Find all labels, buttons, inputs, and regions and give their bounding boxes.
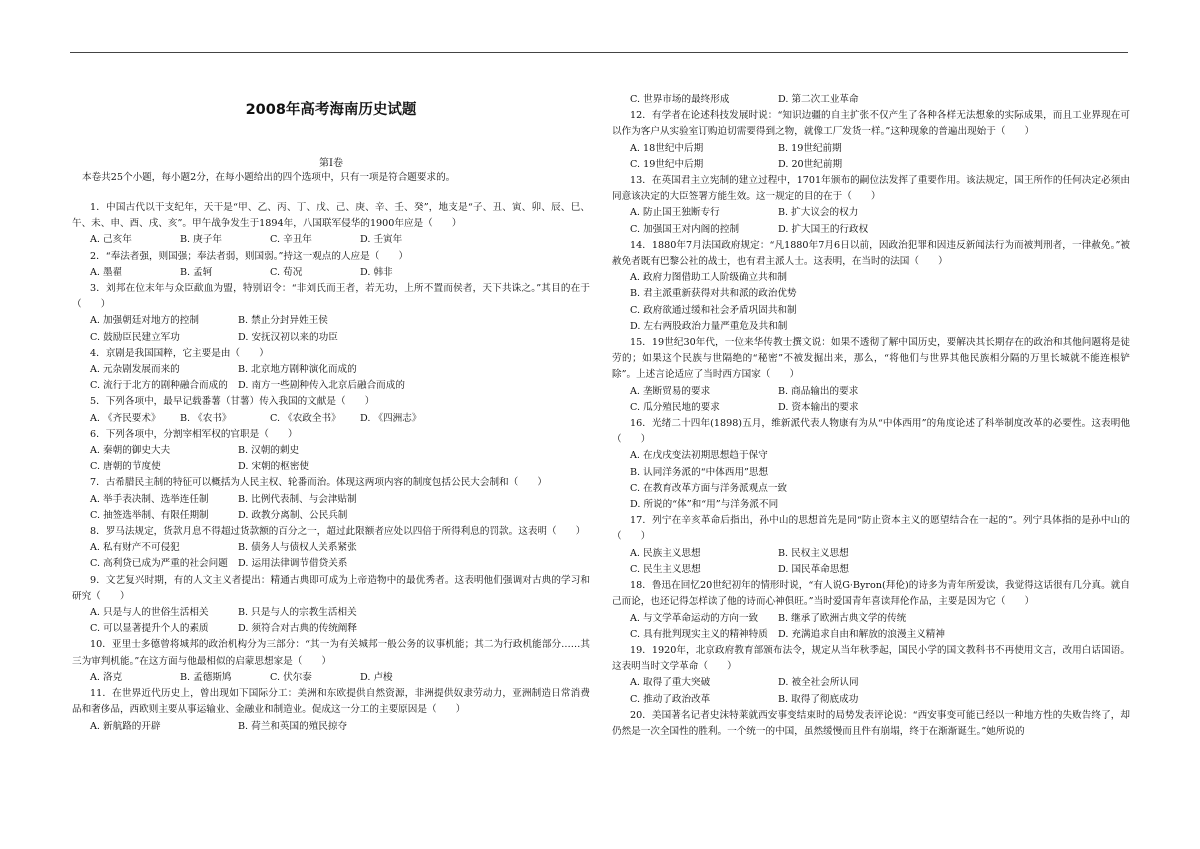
- option: C. 加强国王对内阁的控制: [630, 223, 740, 235]
- option: C. 《农政全书》: [270, 412, 341, 424]
- option-line: [612, 92, 1130, 108]
- option: B. 北京地方剧种演化而成的: [238, 364, 357, 376]
- option: D. 卢梭: [360, 671, 393, 683]
- option: A. 私有财产不可侵犯: [90, 542, 180, 554]
- left-column: [72, 200, 590, 735]
- question: [72, 524, 590, 573]
- option-line: [612, 465, 1130, 481]
- option: D. 20世纪前期: [778, 158, 843, 170]
- question-stem: 19．1920年，北京政府教育部颁布法令，规定从当年秋季起，国民小学的国文教科书不再使用文言，改用白话国语。这表明当时文学革命（ ）: [612, 644, 1130, 673]
- question-stem: 18．鲁迅在回忆20世纪初年的情形时说，“有人说G·Byron(拜伦)的诗多为青年所爱读，我觉得这话很有几分真。就自己而论，也还记得怎样读了他的诗而心神俱旺。”当时爱国青年喜读拜伦作品，主要是因为它（ ）: [612, 580, 1130, 608]
- option: B. 孟德斯鸠: [180, 671, 232, 683]
- question: [612, 708, 1130, 740]
- option: C. 瓜分殖民地的要求: [630, 401, 720, 413]
- question: [72, 637, 590, 686]
- option: C. 唐朝的节度使: [90, 461, 161, 473]
- option: A. 加强朝廷对地方的控制: [90, 315, 199, 327]
- option-line: [612, 675, 1130, 691]
- option: A. 《齐民要术》: [90, 412, 161, 424]
- question-stem: 2．“奉法者强，则国强；奉法者弱，则国弱。”持这一观点的人应是（ ）: [90, 250, 409, 262]
- option-line: [72, 492, 590, 508]
- option: D. 扩大国王的行政权: [778, 223, 869, 235]
- option-line: [612, 627, 1130, 643]
- option-line: [72, 670, 590, 686]
- question-stem: 6．下列各项中，分割宰相军权的官职是（ ）: [90, 428, 298, 440]
- option-line: [612, 157, 1130, 173]
- question-stem: 3．刘邦在位末年与众臣歃血为盟，特别诏令：“非刘氏而王者，若无功，上所不置而侯者，天下共诛之。”其目的在于（ ）: [72, 283, 590, 311]
- question-stem: 16．光绪二十四年(1898)五月，维新派代表人物康有为从“中体西用”的角度论述了科举制度改革的必要性。这表明他（ ）: [612, 418, 1130, 446]
- question: [612, 108, 1130, 173]
- option: B. 《农书》: [180, 412, 232, 424]
- option: D. 国民革命思想: [778, 563, 850, 575]
- option: B. 荷兰和英国的殖民掠夺: [238, 720, 348, 732]
- option: C. 政府欲通过缓和社会矛盾巩固共和制: [630, 304, 797, 316]
- question-stem: 8．罗马法规定，货款月息不得超过货款额的百分之一，超过此限额者应处以四倍于所得利息的罚款。这表明（ ）: [90, 526, 586, 538]
- option-line: [612, 384, 1130, 400]
- question: [612, 643, 1130, 708]
- option: A. 18世纪中后期: [630, 142, 704, 154]
- option: B. 民权主义思想: [778, 547, 849, 559]
- option: A. 秦朝的御史大夫: [90, 445, 171, 457]
- option: D. 《四洲志》: [360, 412, 422, 424]
- option-line: [72, 605, 590, 621]
- option: B. 只是与人的宗教生活相关: [238, 607, 357, 619]
- option-line: [72, 719, 590, 735]
- option: C. 辛丑年: [270, 234, 312, 246]
- option-line: [612, 400, 1130, 416]
- question: [72, 200, 590, 249]
- question-stem: 4．京剧是我国国粹，它主要是由（ ）: [90, 347, 269, 359]
- option-line: [612, 481, 1130, 497]
- question: [72, 475, 590, 524]
- question-stem: 20．美国著名记者史沫特莱就西安事变结束时的局势发表评论说：“西安事变可能已经以一种地方性的失败告终了，却仍然是一次全国性的胜利。一个统一的中国，虽然缓慢而且件有崩塌，终于在渐渐诞生。”她所说的: [612, 709, 1130, 737]
- question-stem: 11．在世界近代历史上，曾出现如下国际分工：美洲和东欧提供自然资源，非洲提供奴隶劳动力，亚洲制造日常消费品和奢侈品，西欧则主要从事运输业、金融业和制造业。促成这一分工的主要原因是（ ）: [72, 688, 590, 716]
- option: C. 具有批判现实主义的精神特质: [630, 628, 768, 640]
- question-stem: 1．中国古代以干支纪年，天干是“甲、乙、丙、丁、戊、己、庚、辛、壬、癸”，地支是“子、丑、寅、卯、辰、巳、午、未、申、酉、戌、亥”。甲午战争发生于1894年，八国联军侵华的1900年应是（ ）: [72, 202, 590, 230]
- option-line: [612, 692, 1130, 708]
- option: D. 被全社会所认同: [778, 677, 859, 689]
- question-stem: 13．在英国君主立宪制的建立过程中，1701年颁布的嗣位法发挥了重要作用。该法规定，国王所作的任何决定必须由同意该决定的大臣签署方能生效。这一规定的目的在于（ ）: [612, 175, 1130, 203]
- right-column: [612, 92, 1130, 740]
- top-rule: [70, 52, 1128, 53]
- option: B. 君主派重新获得对共和派的政治优势: [630, 288, 797, 300]
- option: D. 充满追求自由和解放的浪漫主义精神: [778, 628, 945, 640]
- option-line: [72, 443, 590, 459]
- option: C. 抽签选举制、有限任期制: [90, 509, 209, 521]
- option: C. 可以显著提升个人的素质: [90, 623, 209, 635]
- option: A. 己亥年: [90, 234, 132, 246]
- question: [612, 173, 1130, 238]
- option: A. 垄断贸易的要求: [630, 385, 711, 397]
- question: [72, 281, 590, 346]
- option: B. 孟轲: [180, 266, 213, 278]
- question: [72, 249, 590, 281]
- question: [72, 573, 590, 638]
- option: D. 运用法律调节借贷关系: [238, 558, 348, 570]
- option: B. 认同洋务派的“中体西用”思想: [630, 466, 769, 478]
- option: D. 所说的“体”和“用”与洋务派不同: [630, 499, 779, 511]
- option: C. 伏尔泰: [270, 671, 312, 683]
- option-line: [612, 448, 1130, 464]
- option: B. 庚子年: [180, 234, 222, 246]
- question: [612, 416, 1130, 513]
- option: B. 扩大议会的权力: [778, 207, 859, 219]
- option: A. 民族主义思想: [630, 547, 701, 559]
- question-stem: 7．古希腊民主制的特征可以概括为人民主权、轮番而治。体现这两项内容的制度包括公民大会制和（ ）: [90, 477, 548, 489]
- option: C. 在教育改革方面与洋务派观点一致: [630, 482, 788, 494]
- option-line: [612, 286, 1130, 302]
- option: C. 鼓励臣民建立军功: [90, 331, 180, 343]
- intro-text: 本卷共25个小题，每小题2分，在每小题给出的四个选项中，只有一项是符合题要求的。: [82, 172, 456, 183]
- option: A. 在戊戌变法初期思想趋于保守: [630, 450, 768, 462]
- question: [612, 578, 1130, 643]
- option-line: [612, 303, 1130, 319]
- option: A. 防止国王独断专行: [630, 207, 720, 219]
- option-line: [612, 319, 1130, 335]
- question: [612, 238, 1130, 335]
- option-line: [72, 313, 590, 329]
- option: A. 只是与人的世俗生活相关: [90, 607, 209, 619]
- question-stem: 9．文艺复兴时期，有的人文主义者提出：精通古典即可成为上帝造物中的最优秀者。这表明他们强调对古典的学习和研究（ ）: [72, 574, 590, 602]
- option: B. 19世纪前期: [778, 142, 842, 154]
- option-line: [612, 141, 1130, 157]
- question: [72, 346, 590, 395]
- option-line: [72, 330, 590, 346]
- question: [612, 335, 1130, 416]
- option: D. 壬寅年: [360, 234, 403, 246]
- option: D. 韩非: [360, 266, 393, 278]
- question: [612, 92, 1130, 108]
- option-line: [72, 232, 590, 248]
- option: A. 新航路的开辟: [90, 720, 161, 732]
- option: A. 举手表决制、选举连任制: [90, 493, 209, 505]
- question-stem: 10．亚里士多德曾将城邦的政治机构分为三部分：“其一为有关城邦一般公务的议事机能；其二为行政机能部分……其三为审判机能。”在这方面与他最相似的启蒙思想家是（ ）: [72, 639, 590, 667]
- option-line: [612, 497, 1130, 513]
- question-stem: 5．下列各项中，最早记载番薯（甘薯）传入我国的文献是（ ）: [90, 396, 375, 408]
- question: [72, 686, 590, 735]
- option: D. 宋朝的枢密使: [238, 461, 310, 473]
- option: B. 汉朝的刺史: [238, 445, 300, 457]
- question: [72, 427, 590, 476]
- option-line: [72, 556, 590, 572]
- option: D. 须符合对古典的传统阐释: [238, 623, 357, 635]
- option: B. 禁止分封异姓王侯: [238, 315, 328, 327]
- question-stem: 12．有学者在论述科技发展时说：“知识边疆的自主扩张不仅产生了各种各样无法想象的实际成果，而且工业界现在可以作为客户从实验室订购迫切需要得到之物，就像工厂发货一样。”这种现象的普遍出现始于（ ）: [612, 110, 1130, 138]
- option-line: [72, 411, 590, 427]
- option: C. 推动了政治改革: [630, 693, 711, 705]
- option-line: [72, 459, 590, 475]
- option-line: [72, 265, 590, 281]
- page-title: 2008年高考海南历史试题: [245, 102, 417, 118]
- option: C. 19世纪中后期: [630, 158, 704, 170]
- option-line: [612, 562, 1130, 578]
- option: A. 取得了重大突破: [630, 677, 711, 689]
- question: [72, 394, 590, 426]
- option: D. 资本输出的要求: [778, 401, 859, 413]
- option-line: [72, 508, 590, 524]
- option: B. 比例代表制、与会津贴制: [238, 493, 357, 505]
- option-line: [612, 270, 1130, 286]
- option: C. 民生主义思想: [630, 563, 701, 575]
- option: D. 南方一些剧种传入北京后融合而成的: [238, 380, 405, 392]
- option: B. 债务人与债权人关系紧张: [238, 542, 357, 554]
- question: [612, 513, 1130, 578]
- option: A. 与文学革命运动的方向一致: [630, 612, 759, 624]
- question-stem: 17．列宁在辛亥革命后指出，孙中山的思想首先是同“防止资本主义的愿望结合在一起的”。列宁具体指的是孙中山的（ ）: [612, 515, 1130, 543]
- option: C. 世界市场的最终形成: [630, 94, 730, 105]
- option: A. 元杂剧发展而来的: [90, 364, 180, 376]
- option: B. 取得了彻底成功: [778, 693, 859, 705]
- option: D. 安抚汉初以来的功臣: [238, 331, 338, 343]
- section-heading: 第Ⅰ卷: [319, 158, 343, 169]
- option: D. 左右两股政治力量严重危及共和制: [630, 320, 788, 332]
- option: C. 荀况: [270, 266, 303, 278]
- option: D. 第二次工业革命: [778, 94, 859, 105]
- option: A. 政府力图借助工人阶级确立共和制: [630, 272, 787, 284]
- option: B. 继承了欧洲古典文学的传统: [778, 612, 907, 624]
- option-line: [72, 362, 590, 378]
- option: B. 商品输出的要求: [778, 385, 859, 397]
- question-stem: 15．19世纪30年代，一位来华传教士撰文说：如果不透彻了解中国历史，要解决其长期存在的政治和其他问题将是徒劳的；如果这个民族与世隔绝的“秘密”不被发掘出来，那么，“将他们与世界其他民族相分隔的万里长城就不能连根铲除”。上述言论适应了当时西方国家（ ）: [612, 337, 1130, 381]
- option-line: [612, 205, 1130, 221]
- option: A. 洛克: [90, 671, 123, 683]
- option: D. 政教分离制、公民兵制: [238, 509, 348, 521]
- option-line: [72, 540, 590, 556]
- question-stem: 14．1880年7月法国政府规定：“凡1880年7月6日以前，因政治犯罪和因违反新闻法行为而被判刑者，一律赦免。”被赦免者既有巴黎公社的战士，也有君主派人士。这表明，在当时的法国（ ）: [612, 239, 1130, 268]
- option-line: [612, 611, 1130, 627]
- option: C. 流行于北方的剧种融合而成的: [90, 380, 228, 392]
- option-line: [72, 621, 590, 637]
- option-line: [612, 546, 1130, 562]
- option-line: [612, 222, 1130, 238]
- option: C. 高利贷已成为严重的社会问题: [90, 558, 228, 570]
- option: A. 墨翟: [90, 266, 123, 278]
- option-line: [72, 378, 590, 394]
